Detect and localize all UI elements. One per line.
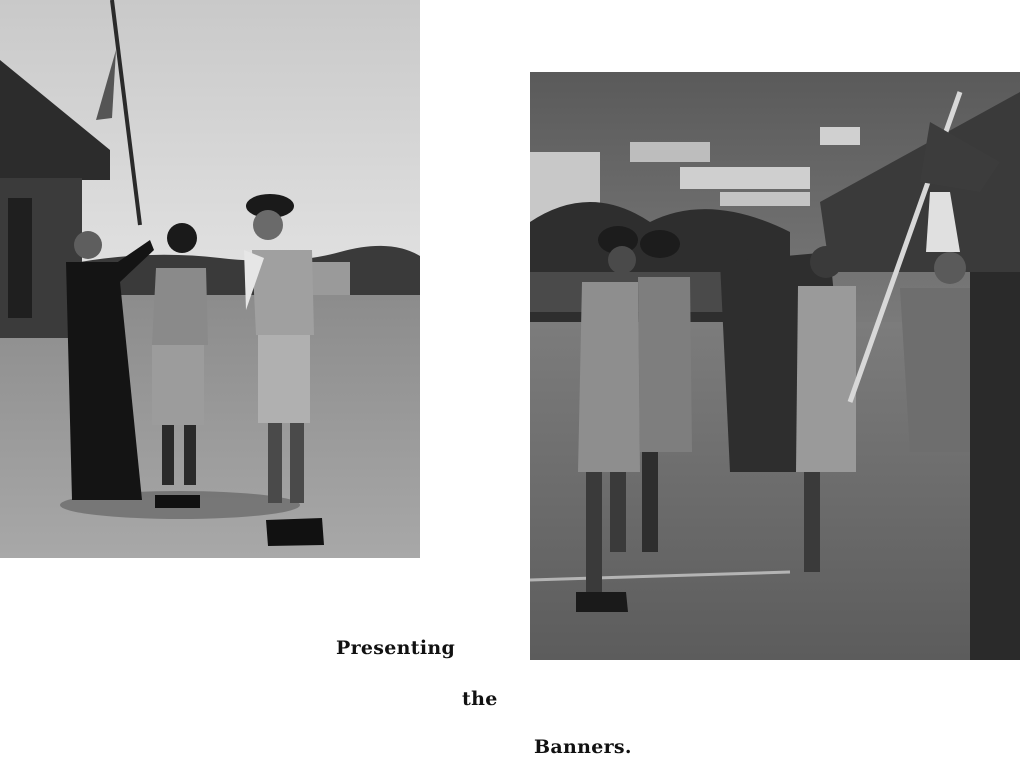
caption-line-banners: Banners. [534,736,632,758]
photo-presenting-banner-right [530,72,1020,660]
photo-presenting-banner-left [0,0,420,558]
left-photo-drawing [0,0,420,558]
right-photo-drawing [530,72,1020,660]
caption-line-the: the [462,688,498,710]
caption-line-presenting: Presenting [336,637,456,659]
